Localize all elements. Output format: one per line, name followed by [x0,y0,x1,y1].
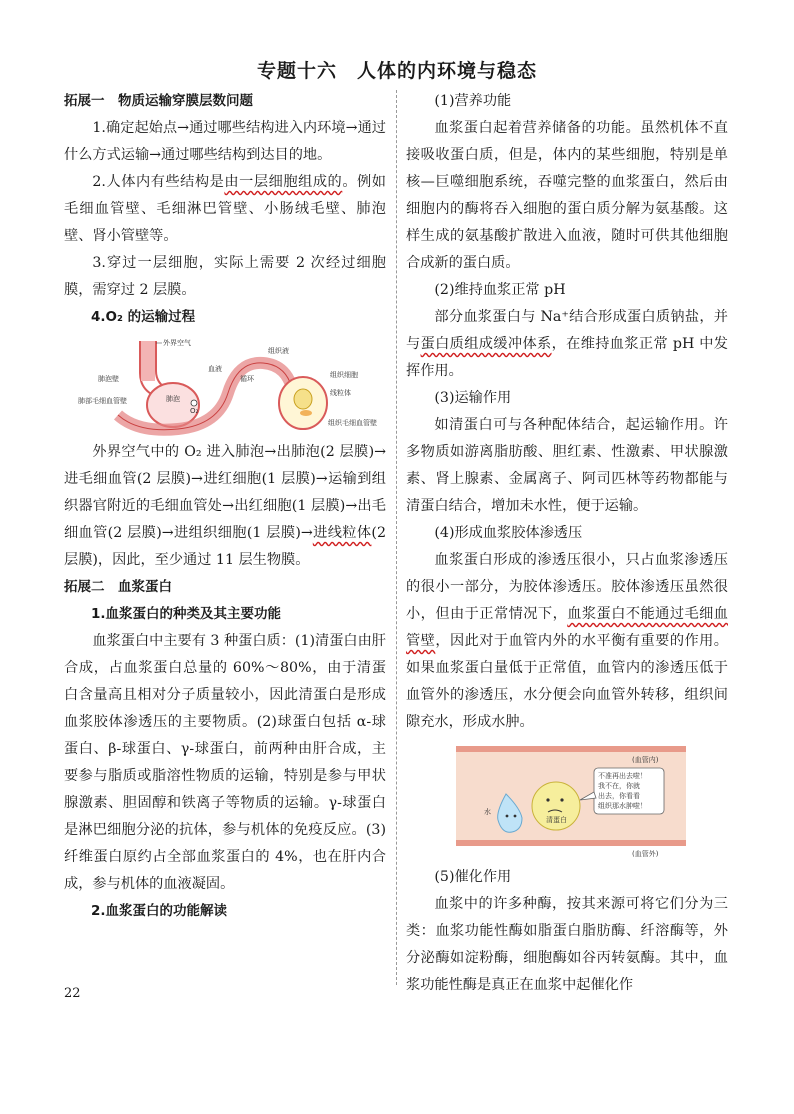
label-outside-air: 外界空气 [163,339,191,347]
label-alveolar-wall: 肺泡壁 [98,375,119,383]
label-mitochondria: 线粒体 [330,389,351,397]
o2-transport-diagram [78,333,377,435]
label-water: 水 [484,808,491,816]
section-1-heading: 1.血浆蛋白的种类及其主要功能 [91,606,282,622]
page-title: 专题十六 人体的内环境与稳态 [256,60,537,82]
paragraph-1: 1.确定起始点→通过哪些结构进入内环境→通过什么方式运输→通过哪些结构到达目的地。 [64,120,386,163]
function-2-heading: (2)维持血浆正常 pH [434,282,566,298]
label-outside-vessel: (血管外) [632,850,659,858]
page-number: 22 [64,986,81,1001]
label-inside-vessel: (血管内) [632,756,659,764]
speech-line-2: 我不在，你就 [598,782,640,790]
function-4-text: 血浆蛋白形成的渗透压很小，只占血浆渗透压的很小一部分，为胶体渗透压。胶体渗透压虽然很小，但由于正常情况下，血浆蛋白不能通过毛细血管壁，因此对于血管内外的水平衡有重要的作用。如果血浆蛋白量低于正常值，血管内的渗透压低于血管外的渗透压，水分便会向血管外转移，组织间隙充水，形成水肿。 [406,552,728,730]
paragraph-3: 3.穿过一层细胞，实际上需要 2 次经过细胞膜，需穿过 2 层膜。 [64,255,386,298]
paragraph-2: 2.人体内有些结构是由一层细胞组成的。例如毛细血管壁、毛细淋巴管壁、小肠绒毛壁、肺泡壁、肾小管壁等。 [64,174,386,244]
osmotic-pressure-cartoon [456,742,686,858]
label-capillary-wall: 肺部毛细血管壁 [78,397,127,405]
right-column [406,88,728,999]
o2-transport-heading: 4.O₂ 的运输过程 [91,309,196,325]
function-1-text: 血浆蛋白起着营养储备的功能。虽然机体不直接吸收蛋白质，但是，体内的某些细胞，特别是单核—巨噬细胞系统，吞噬完整的血浆蛋白，然后由细胞内的酶将吞入细胞的蛋白质分解为氨基酸。这样生成的氨基酸扩散进入血液，随时可供其他细胞合成新的蛋白质。 [406,120,728,271]
ext1-heading: 拓展一 物质运输穿膜层数问题 [64,93,253,109]
label-albumin: 清蛋白 [546,816,567,824]
function-5-heading: (5)催化作用 [434,869,512,885]
left-column [64,88,386,925]
section-1-text: 血浆蛋白中主要有 3 种蛋白质：(1)清蛋白由肝合成，占血浆蛋白总量的 60%～80%，由于清蛋白含量高且相对分子质量较小，因此清蛋白是形成血浆胶体渗透压的主要物质。(2)球蛋白包括 α-球蛋白、β-球蛋白、γ-球蛋白，前两种由肝合成，主要参与脂质或脂溶性物质的运输，特别是参与甲状腺激素、胆固醇和铁离子等物质的运输。γ-球蛋白是淋巴细胞分泌的抗体，参与机体的免疫反应。(3)纤维蛋白原约占全部血浆蛋白的 4%，也在肝内合成，参与机体的血液凝固。 [64,633,386,892]
speech-line-1: 不准再出去啦！ [598,772,647,780]
label-tissue-capillary: 组织毛细血管壁 [328,419,377,427]
label-blood: 血液 [208,365,222,373]
function-5-text: 血浆中的许多种酶，按其来源可将它们分为三类：血浆功能性酶如脂蛋白脂肪酶、纤溶酶等，外分泌酶如淀粉酶，细胞酶如谷丙转氨酶。其中，血浆功能性酶是真正在血浆中起催化作 [406,896,728,993]
function-3-text: 如清蛋白可与各种配体结合，起运输作用。许多物质如游离脂肪酸、胆红素、性激素、甲状腺激素、肾上腺素、金属离子、阿司匹林等药物都能与清蛋白结合，增加未水性，便于运输。 [406,417,728,514]
function-2-text: 部分血浆蛋白与 Na⁺结合形成蛋白质钠盐，并与蛋白质组成缓冲体系，在维持血浆正常 pH 中发挥作用。 [406,309,728,379]
speech-line-3: 出去，你看看 [598,792,640,800]
paragraph-5: 外界空气中的 O₂ 进入肺泡→出肺泡(2 层膜)→进毛细血管(2 层膜)→进红细胞(1 层膜)→运输到组织器官附近的毛细血管处→出红细胞(1 层膜)→出毛细血管(2 层膜)→进组织细胞(1 层膜)→进线粒体(2 层膜)，因此，至少通过 11 层生物膜。 [64,444,386,568]
label-tissue-cell: 组织细胞 [330,371,358,379]
column-divider [396,90,397,985]
label-circulation: 循环 [240,375,254,383]
ext2-heading: 拓展二 血浆蛋白 [64,579,172,595]
label-alveolus: 肺泡 [166,395,180,403]
section-2-heading: 2.血浆蛋白的功能解读 [91,903,228,919]
label-tissue-fluid: 组织液 [268,347,289,355]
function-3-heading: (3)运输作用 [434,390,512,406]
function-4-heading: (4)形成血浆胶体渗透压 [434,525,583,541]
label-o2: O₂ [190,407,199,415]
function-1-heading: (1)营养功能 [434,93,512,109]
speech-line-4: 组织那水肿啦！ [598,802,647,810]
